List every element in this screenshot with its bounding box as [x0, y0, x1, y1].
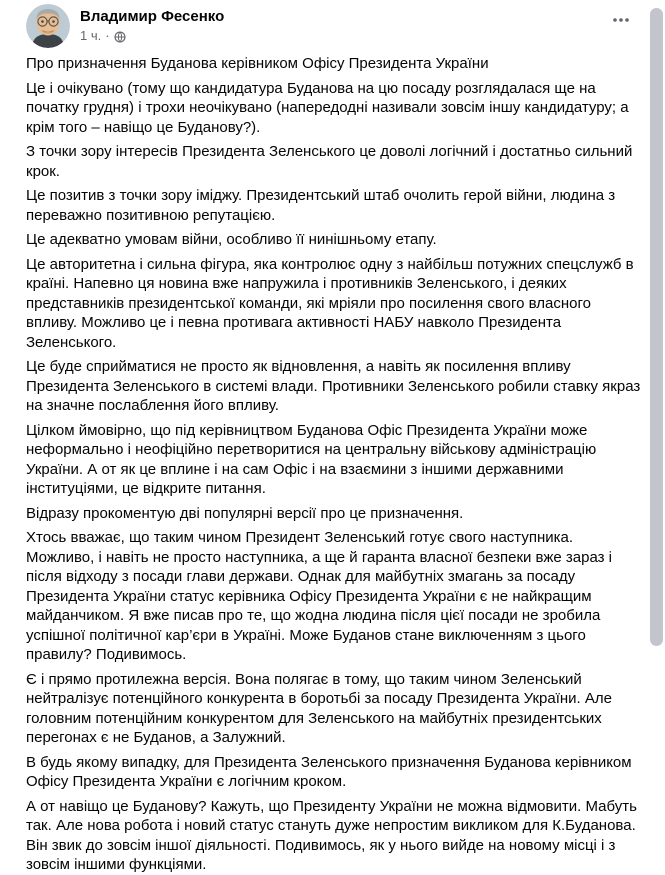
post-paragraph: З точки зору інтересів Президента Зеленського це доволі логічний і достатньо сильний крок.	[26, 143, 633, 180]
post-paragraph: Це позитив з точки зору іміджу. Президентський штаб очолить герой війни, людина з переважно позитивною репутацією.	[26, 187, 616, 224]
globe-icon	[114, 31, 126, 43]
post-paragraph: В будь якому випадку, для Президента Зеленського призначення Буданова керівником Офісу Президента України є логічним кроком.	[26, 753, 632, 790]
post-paragraph: Є і прямо протилежна версія. Вона полягає в тому, що таким чином Зеленський нейтралізує потенційного конкурента в боротьбі за посаду Президента України. Але головним потенційним конкурентом для Зеленського на майбутніх президентських перегонах є не Буданов, а Залужний.	[26, 670, 612, 746]
post-meta	[80, 28, 224, 44]
post-paragraph: Це буде сприйматися не просто як відновлення, а навіть як посилення впливу Президента Зеленського в системі влади. Противники Зеленського робили ставку якраз на значне послаблення його впливу.	[26, 358, 641, 414]
avatar-photo	[26, 4, 70, 48]
meta-separator: ·	[105, 28, 110, 43]
header-text	[80, 4, 224, 44]
post-paragraph: Це авторитетна і сильна фігура, яка контролює одну з найбільш потужних спецслужб в країні. Напевно ця новина вже напружила і противників Зеленського, і деяких представників президентської команди, які мріяли про посилення свого власного впливу. Можливо це і певна противага активності НАБУ навколо Президента Зеленського.	[26, 255, 634, 351]
post-paragraph: Цілком ймовірно, що під керівництвом Буданова Офіс Президента України може неформально і неофіційно перетворитися на центральну військову адміністрацію України. А от як це вплине і на сам Офіс і на взаємини з іншими державними інституціями, це відкрите питання.	[26, 421, 597, 497]
post-paragraph: А от навіщо це Буданову? Кажуть, що Президенту України не можна відмовити. Мабуть так. Але нова робота і новий статус стануть дуже непростим викликом для К.Буданова. Він звик до зовсім іншої діяльності. Подивимось, як у нього вийде на новому місці і з зовсім іншими функціями.	[26, 797, 637, 873]
scrollbar-thumb[interactable]	[650, 8, 663, 646]
post-header	[0, 0, 665, 50]
more-options-button[interactable]	[607, 8, 635, 32]
post-body	[0, 50, 665, 875]
post-paragraph: Хтось вважає, що таким чином Президент Зеленський готує свого наступника. Можливо, і навіть не просто наступника, а ще й гаранта власної безпеки вже зараз і після відходу з посади глави держави. Однак для майбутніх змагань за посаду Президента України статус керівника Офісу Президента України є не найкращим майданчиком. Я вже писав про те, що жодна людина після цієї посади не зробила успішної політичної кар’єри в Україні. Може Буданов стане виключенням з цього правилу? Подивимось.	[26, 529, 613, 663]
post-title-paragraph: Про призначення Буданова керівником Офісу Президента України	[26, 55, 489, 72]
scrollbar-track[interactable]	[648, 0, 665, 800]
avatar[interactable]	[26, 4, 70, 48]
ellipsis-icon	[611, 10, 631, 30]
post-paragraph: Відразу прокоментую дві популярні версії про це призначення.	[26, 504, 464, 522]
timestamp[interactable]: 1 ч.	[80, 28, 102, 43]
post-paragraph: Це адекватно умовам війни, особливо її нинішньому етапу.	[26, 231, 437, 248]
author-name[interactable]: Владимир Фесенко	[80, 8, 225, 25]
post-paragraph: Це і очікувано (тому що кандидатура Буданова на цю посаду розглядалася ще на початку грудня) і трохи неочікувано (напередодні називали зовсім іншу кандидатуру; а крім того – навіщо це Буданову?).	[26, 79, 629, 136]
